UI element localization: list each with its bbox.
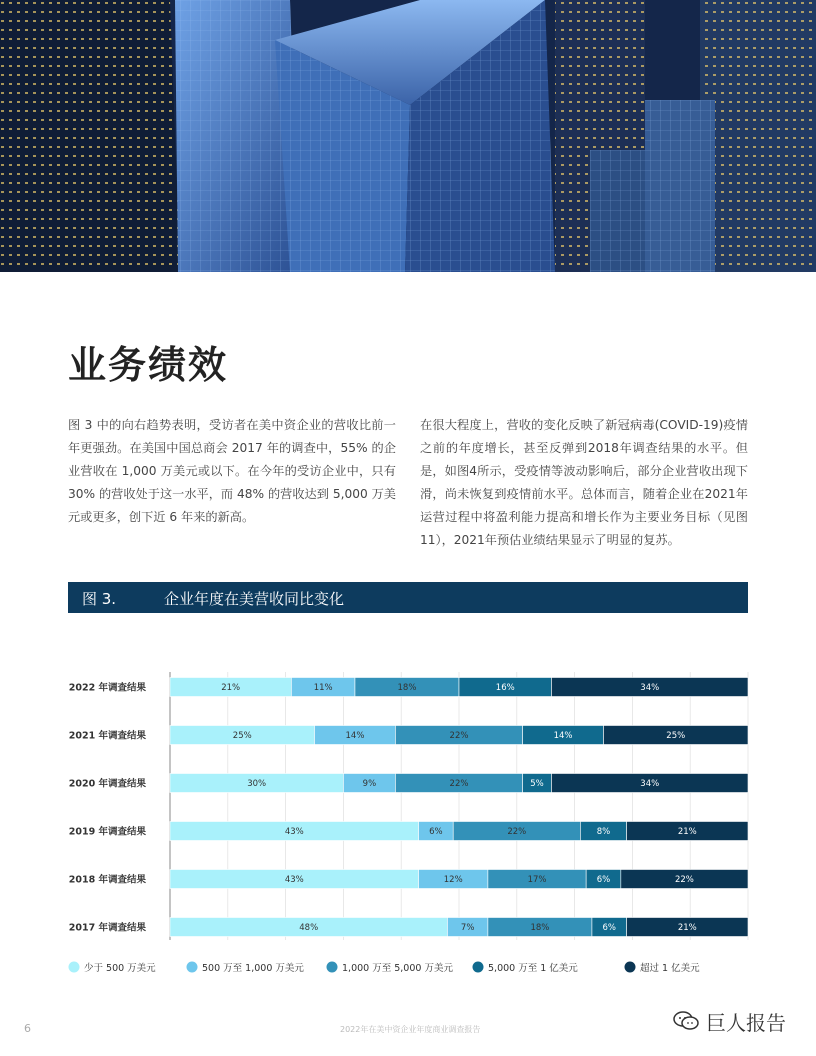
legend-label: 超过 1 亿美元 [640,963,700,974]
revenue-stacked-bar-chart [0,650,816,990]
data-label: 17% [527,875,547,885]
data-label: 22% [674,875,694,885]
data-label: 21% [677,923,697,933]
data-label: 48% [299,923,319,933]
data-label: 21% [677,827,697,837]
legend-label: 5,000 万至 1 亿美元 [488,963,578,974]
data-label: 18% [397,683,417,693]
data-label: 8% [596,827,611,837]
data-label: 34% [640,683,660,693]
legend-marker [327,962,338,973]
body-paragraph-left: 图 3 中的向右趋势表明，受访者在美中资企业的营收比前一年更强劲。在美国中国总商会 2017 年的调查中，55% 的企业营收在 1,000 万美元或以下。在今年的受访企业中，只有 30% 的营收处于这一水平，而 48% 的营收达到 5,000 万美元或更多，创下近 6 年来的新高。 [68,418,396,524]
data-label: 6% [602,923,617,933]
body-paragraph-right: 在很大程度上，营收的变化反映了新冠病毒(COVID-19)疫情之前的年度增长，甚至反弹到2018年调查结果的水平。但是，如图4所示，受疫情等波动影响后，部分企业营收出现下滑，尚未恢复到疫情前水平。总体而言，随着企业在2021年运营过程中将盈利能力提高和增长作为主要业务目标（见图11），2021年预估业绩结果显示了明显的复苏。 [420,418,748,547]
figure-header [68,582,748,613]
category-label: 2021 年调查结果 [68,730,146,742]
data-label: 16% [495,683,515,693]
hero-image [0,0,816,272]
data-label: 30% [247,779,267,789]
data-label: 21% [221,683,241,693]
data-label: 11% [313,683,333,693]
legend-label: 少于 500 万美元 [84,963,156,974]
figure-caption: 企业年度在美营收同比变化 [164,590,345,608]
data-label: 9% [362,779,377,789]
legend-marker [473,962,484,973]
category-label: 2020 年调查结果 [68,778,146,790]
watermark [672,1008,786,1034]
category-label: 2019 年调查结果 [68,826,146,838]
data-label: 6% [596,875,611,885]
page-title: 业务绩效 [68,343,229,387]
data-label: 22% [449,779,469,789]
data-label: 22% [507,827,527,837]
legend-marker [625,962,636,973]
city-skyline-image [0,0,816,272]
data-label: 12% [443,875,463,885]
watermark-text: 巨人报告 [706,1010,786,1035]
legend-marker [187,962,198,973]
footer-text: 2022年在美中资企业年度商业调查报告 [340,1025,481,1034]
data-label: 25% [666,731,686,741]
legend-marker [69,962,80,973]
data-label: 22% [449,731,469,741]
data-label: 6% [429,827,443,837]
legend-label: 500 万至 1,000 万美元 [202,963,304,974]
data-label: 25% [232,731,252,741]
data-label: 18% [530,923,550,933]
category-label: 2017 年调查结果 [68,922,146,934]
category-label: 2018 年调查结果 [68,874,146,886]
data-label: 7% [460,923,475,933]
wechat-icon [672,1010,700,1032]
data-label: 34% [640,779,660,789]
figure-number: 图 3. [82,590,117,608]
data-label: 43% [284,827,304,837]
data-label: 5% [530,779,544,789]
legend-label: 1,000 万至 5,000 万美元 [342,963,453,974]
page-number: 6 [24,1022,31,1035]
data-label: 14% [553,731,573,741]
data-label: 14% [345,731,365,741]
category-label: 2022 年调查结果 [68,682,146,694]
data-label: 43% [284,875,304,885]
